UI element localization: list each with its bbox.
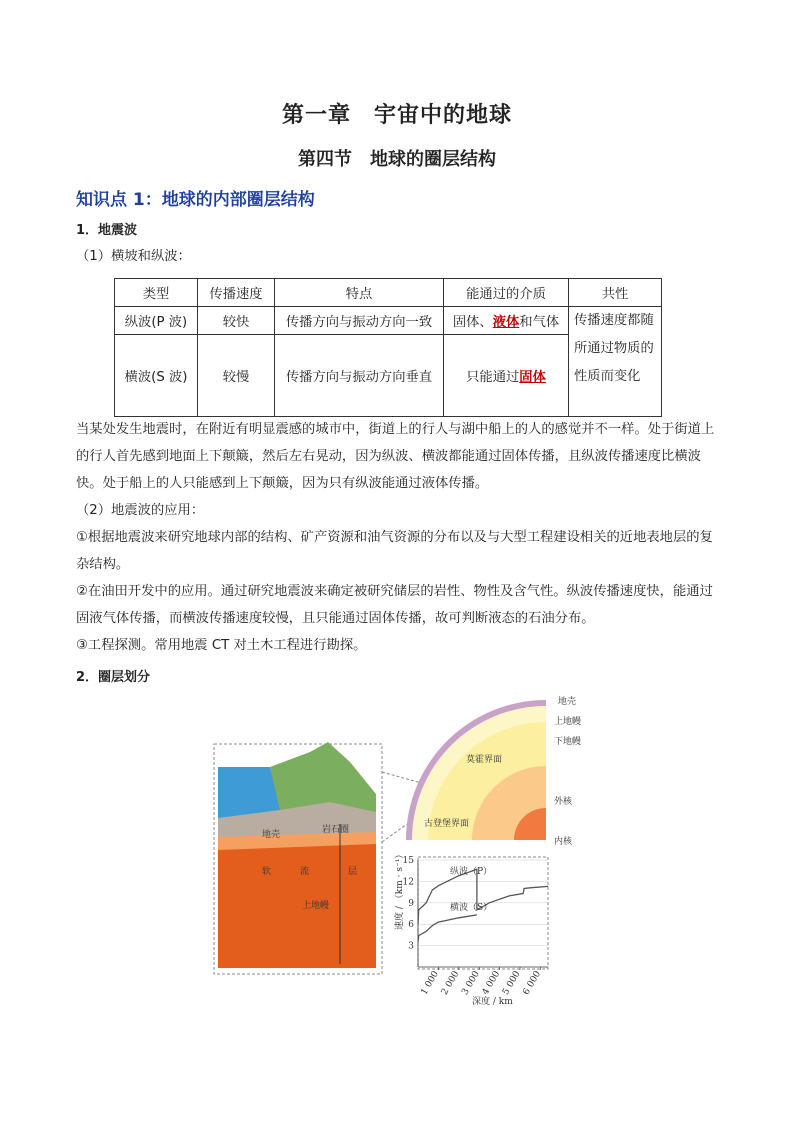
label-asth-2: 流 — [300, 867, 310, 877]
s-medium-pre: 只能通过 — [466, 370, 520, 385]
table-header-row — [115, 279, 662, 307]
wave-table — [114, 278, 662, 417]
y-tick-label: 3 — [408, 941, 414, 952]
subheading-wave-types: （1）横坡和纵波： — [76, 249, 191, 264]
label-gutenberg: 古登堡界面 — [424, 819, 470, 829]
label-lithosphere: 岩石圈 — [322, 825, 350, 835]
x-tick-label: 5 000 — [501, 969, 523, 997]
s-medium-highlight: 固体 — [519, 370, 546, 385]
label-block-crust: 地壳 — [262, 830, 281, 840]
x-tick-label: 1 000 — [419, 969, 442, 997]
cell-s-feature: 传播方向与振动方向垂直 — [275, 335, 444, 417]
p-medium-pre: 固体、 — [452, 315, 493, 330]
p-medium-post: 和气体 — [519, 315, 560, 330]
chart-x-label: 深度 / km — [472, 997, 513, 1007]
earth-cross-section — [406, 695, 581, 847]
cell-p-medium — [444, 307, 569, 335]
x-tick-label: 4 000 — [480, 969, 503, 997]
y-tick-label: 12 — [402, 877, 414, 888]
block-diagram — [214, 742, 382, 974]
label-outer-core: 外核 — [554, 797, 573, 807]
header-type: 类型 — [115, 279, 198, 307]
label-block-upper-mantle: 上地幔 — [302, 901, 330, 911]
chapter-title: 第一章 宇宙中的地球 — [281, 103, 512, 128]
header-speed: 传播速度 — [198, 279, 275, 307]
label-moho: 莫霍界面 — [466, 755, 503, 765]
application-3: ③工程探测。常用地震 CT 对土木工程进行勘探。 — [76, 638, 367, 653]
p-medium-highlight: 液体 — [492, 315, 520, 330]
label-lower-mantle: 下地幔 — [554, 737, 582, 747]
cell-s-medium — [444, 335, 569, 417]
heading-seismic-waves: 1．地震波 — [76, 223, 138, 238]
y-tick-label: 6 — [408, 920, 414, 931]
application-2: ②在油田开发中的应用。通过研究地震波来确定被研究储层的岩性、物性及含气性。纵波传播速度快，能通过固液气体传播，而横波传播速度较慢，且只能通过固体传播，故可判断液态的石油分布。 — [76, 584, 713, 626]
label-asth-3: 层 — [348, 867, 358, 877]
label-inner-core: 内核 — [554, 837, 573, 847]
series-line-1 — [418, 915, 477, 942]
series-label-1: 横波（S） — [450, 903, 493, 913]
velocity-depth-chart — [393, 850, 548, 1007]
heading-layer-division: 2．圈层划分 — [76, 670, 151, 685]
header-feature: 特点 — [275, 279, 444, 307]
cell-s-type: 横波(S 波) — [115, 335, 198, 417]
subheading-applications: （2）地震波的应用： — [76, 503, 205, 518]
label-asth-1: 软 — [262, 867, 272, 877]
chart-y-label: 速度 / （km · s⁻¹） — [395, 849, 405, 930]
earth-structure-figure — [210, 692, 590, 1012]
series-label-0: 纵波（P） — [450, 867, 493, 877]
mountain-shape — [270, 742, 376, 812]
x-tick-label: 3 000 — [460, 969, 482, 997]
knowledge-point-heading: 知识点 1：地球的内部圈层结构 — [76, 190, 315, 210]
cell-p-feature: 传播方向与振动方向一致 — [275, 307, 444, 335]
label-upper-mantle: 上地幔 — [554, 717, 582, 727]
x-tick-label: 2 000 — [439, 969, 462, 997]
ocean-shape — [218, 767, 280, 818]
paragraph-earthquake-feel: 当某处发生地震时，在附近有明显震感的城市中，街道上的行人与湖中船上的人的感觉并不一样。处于街道上的行人首先感到地面上下颠簸，然后左右晃动，因为纵波、横波都能通过固体传播，且纵波传播速度比横波快。处于船上的人只能感到上下颠簸，因为只有纵波能通过液体传播。 — [76, 422, 715, 491]
header-medium: 能通过的介质 — [444, 279, 569, 307]
cell-p-speed: 较快 — [198, 307, 275, 335]
header-common: 共性 — [569, 279, 662, 307]
y-tick-label: 15 — [402, 856, 414, 866]
y-tick-label: 9 — [408, 898, 414, 909]
table-row-p-wave — [115, 307, 662, 335]
section-title: 第四节 地球的圈层结构 — [298, 149, 496, 170]
cell-p-type: 纵波(P 波) — [115, 307, 198, 335]
cell-common: 传播速度都随所通过物质的性质而变化 — [569, 307, 662, 417]
x-tick-label: 6 000 — [521, 969, 544, 997]
series-line-0 — [418, 869, 548, 924]
cell-s-speed: 较慢 — [198, 335, 275, 417]
application-1: ①根据地震波来研究地球内部的结构、矿产资源和油气资源的分布以及与大型工程建设相关的近地表地层的复杂结构。 — [76, 530, 713, 572]
label-crust: 地壳 — [558, 697, 577, 707]
